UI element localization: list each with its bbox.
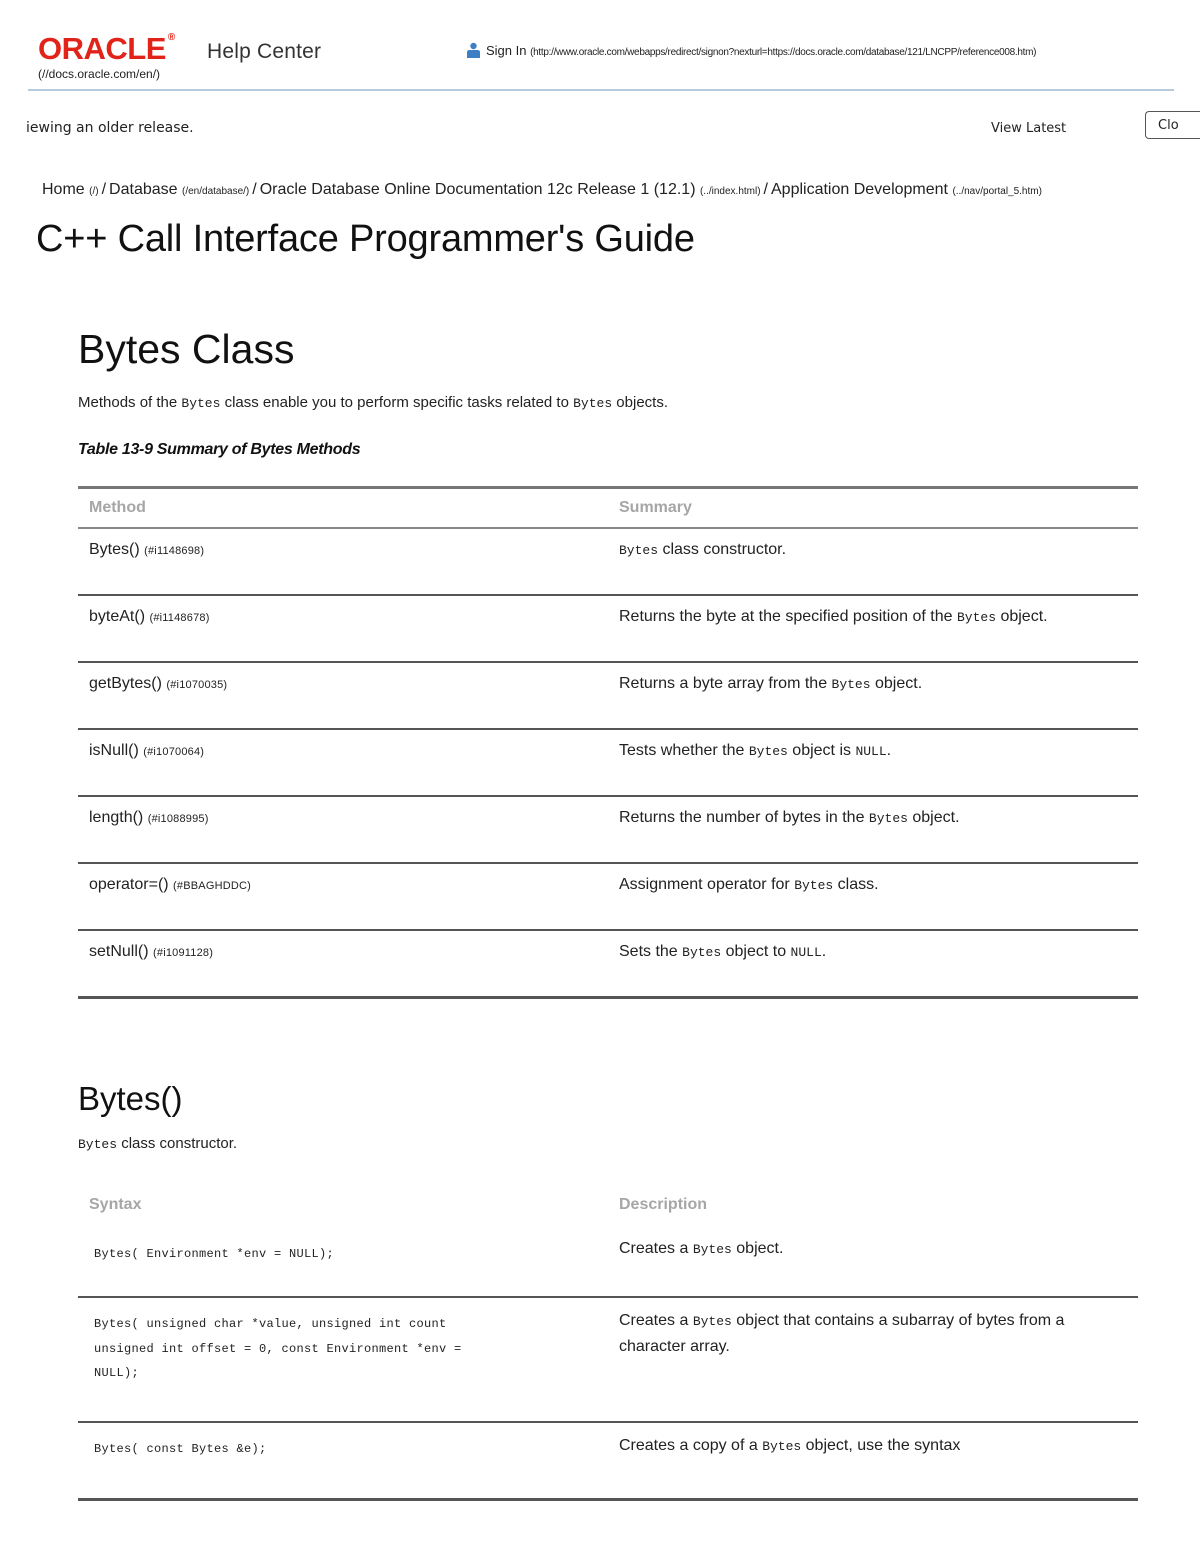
text-fragment: Tests whether the — [619, 742, 749, 759]
constructor-description — [78, 1135, 237, 1152]
column-header-syntax: Syntax — [89, 1196, 142, 1213]
column-header-method: Method — [89, 499, 146, 516]
text-fragment: object. — [870, 675, 923, 692]
text-fragment: Returns a byte array from the — [619, 675, 832, 692]
breadcrumb-application-development[interactable] — [771, 181, 1042, 198]
breadcrumb-url: (/en/database/) — [182, 186, 250, 197]
text-fragment: object. — [907, 809, 960, 826]
code-term: Bytes — [692, 1242, 732, 1257]
text-fragment: class. — [833, 876, 879, 893]
section-title: Bytes Class — [78, 326, 295, 372]
description-text: class constructor. — [121, 1135, 238, 1152]
method-name: getBytes() — [89, 675, 162, 692]
code-term: Bytes — [956, 610, 996, 625]
method-name: Bytes() — [89, 541, 140, 558]
older-release-notice: iewing an older release. — [26, 120, 194, 136]
code-term: NULL — [855, 744, 887, 759]
table-caption: Table 13-9 Summary of Bytes Methods — [78, 441, 361, 458]
description-text: Methods of the — [78, 394, 178, 411]
close-button[interactable]: Clo — [1145, 111, 1200, 139]
breadcrumb-separator: / — [101, 181, 107, 198]
method-summary — [619, 608, 1048, 626]
logo-registered-mark: ® — [167, 32, 175, 43]
method-link[interactable] — [89, 943, 213, 961]
text-fragment: object, use the syntax — [801, 1437, 961, 1454]
oracle-logo[interactable] — [38, 33, 175, 64]
table-row — [78, 931, 1138, 999]
header-divider — [28, 89, 1174, 91]
text-fragment: object is — [787, 742, 856, 759]
code-term: Bytes — [692, 1314, 732, 1329]
method-name: byteAt() — [89, 608, 146, 625]
text-fragment: Returns the byte at the specified position of the — [619, 608, 957, 625]
section-description — [78, 394, 668, 411]
syntax-description — [619, 1433, 1099, 1459]
column-header-summary: Summary — [619, 499, 692, 516]
table-header-row — [78, 1186, 1138, 1226]
method-anchor: (#i1148678) — [149, 612, 210, 624]
breadcrumb-label: Oracle Database Online Documentation 12c Release 1 (12.1) — [259, 181, 696, 198]
methods-summary-table — [78, 486, 1138, 999]
breadcrumb-database[interactable] — [109, 181, 249, 198]
method-anchor: (#i1091128) — [153, 947, 214, 959]
text-fragment: Returns the number of bytes in the — [619, 809, 869, 826]
table-body — [78, 529, 1138, 999]
method-link[interactable] — [89, 675, 227, 693]
table-row — [78, 1226, 1138, 1298]
text-fragment: object. — [996, 608, 1048, 625]
breadcrumb-separator: / — [763, 181, 768, 198]
code-term: Bytes — [762, 1439, 802, 1454]
view-latest-button[interactable]: View Latest — [991, 121, 1067, 136]
description-text: objects. — [616, 394, 668, 411]
syntax-code: Bytes( Environment *env = NULL); — [94, 1247, 335, 1261]
breadcrumb — [42, 181, 1042, 199]
code-term: Bytes — [181, 396, 221, 411]
breadcrumb-label: Home — [42, 181, 85, 198]
sign-in-link[interactable] — [466, 42, 1036, 58]
code-term: Bytes — [682, 945, 722, 960]
method-summary — [619, 943, 826, 961]
method-anchor: (#i1070064) — [143, 746, 205, 758]
table-row — [78, 864, 1138, 931]
breadcrumb-label: Application Development — [771, 181, 948, 198]
sign-in-label: Sign In — [486, 43, 527, 58]
constructor-syntax-table — [78, 1186, 1138, 1501]
breadcrumb-url: (../index.html) — [699, 186, 761, 197]
method-name: operator=() — [89, 876, 169, 893]
method-anchor: (#i1088995) — [147, 813, 209, 825]
method-summary — [619, 809, 960, 827]
table-row — [78, 663, 1138, 730]
method-anchor: (#i1148698) — [144, 545, 205, 557]
method-link[interactable] — [89, 809, 209, 827]
table-row — [78, 596, 1138, 663]
user-icon — [466, 42, 481, 58]
sign-in-url: (http://www.oracle.com/webapps/redirect/signon?nexturl=https://docs.oracle.com/database/121/LNCPP/reference008.htm) — [530, 47, 1037, 58]
text-fragment: Creates a — [619, 1240, 693, 1257]
breadcrumb-home[interactable] — [42, 181, 99, 198]
method-anchor: (#i1070035) — [166, 679, 228, 691]
code-term: Bytes — [619, 543, 659, 558]
code-term: Bytes — [573, 396, 613, 411]
breadcrumb-label: Database — [109, 181, 178, 198]
code-term: Bytes — [831, 677, 871, 692]
breadcrumb-online-documentation[interactable] — [260, 181, 761, 198]
table-header-row — [78, 489, 1138, 529]
column-header-description: Description — [619, 1196, 708, 1213]
code-term: Bytes — [868, 811, 908, 826]
text-fragment: . — [821, 943, 827, 960]
method-name: length() — [89, 809, 144, 826]
code-term: Bytes — [78, 1137, 118, 1152]
description-text: class enable you to perform specific tasks related to — [224, 394, 569, 411]
table-row — [78, 1298, 1138, 1423]
syntax-description — [619, 1308, 1099, 1359]
table-body — [78, 1226, 1138, 1501]
method-link[interactable] — [89, 541, 204, 559]
text-fragment: Sets the — [619, 943, 683, 960]
text-fragment: object. — [731, 1240, 784, 1257]
table-row — [78, 1423, 1138, 1501]
method-link[interactable] — [89, 876, 251, 894]
syntax-description — [619, 1236, 1099, 1262]
text-fragment: object to — [721, 943, 791, 960]
page-title: C++ Call Interface Programmer's Guide — [36, 218, 695, 260]
logo-text: ORACLE — [38, 31, 166, 66]
constructor-title: Bytes() — [78, 1080, 183, 1117]
breadcrumb-separator: / — [252, 181, 257, 198]
text-fragment: Creates a copy of a — [619, 1437, 763, 1454]
text-fragment: . — [886, 742, 892, 759]
table-row — [78, 529, 1138, 596]
code-term: Bytes — [748, 744, 788, 759]
syntax-code: Bytes( unsigned char *value, unsigned int count unsigned int offset = 0, const Environment *env = NULL); — [94, 1317, 462, 1380]
text-fragment: Creates a — [619, 1312, 693, 1329]
method-summary — [619, 742, 891, 760]
breadcrumb-url: (/) — [89, 186, 99, 197]
method-name: setNull() — [89, 943, 149, 960]
code-term: Bytes — [794, 878, 834, 893]
help-center-title[interactable]: Help Center — [207, 40, 322, 63]
method-summary — [619, 541, 786, 559]
method-name: isNull() — [89, 742, 139, 759]
text-fragment: class constructor. — [658, 541, 787, 558]
method-link[interactable] — [89, 608, 210, 626]
text-fragment: Assignment operator for — [619, 876, 795, 893]
breadcrumb-url: (../nav/portal_5.htm) — [952, 186, 1042, 197]
table-row — [78, 730, 1138, 797]
method-anchor: (#BBAGHDDC) — [173, 880, 252, 892]
method-summary — [619, 876, 879, 894]
text-fragment: object that contains a subarray of bytes from a character array. — [619, 1312, 1069, 1355]
logo-link-url[interactable]: (//docs.oracle.com/en/) — [38, 67, 161, 81]
table-row — [78, 797, 1138, 864]
method-link[interactable] — [89, 742, 204, 760]
method-summary — [619, 675, 922, 693]
syntax-code: Bytes( const Bytes &e); — [94, 1442, 267, 1456]
code-term: NULL — [790, 945, 822, 960]
